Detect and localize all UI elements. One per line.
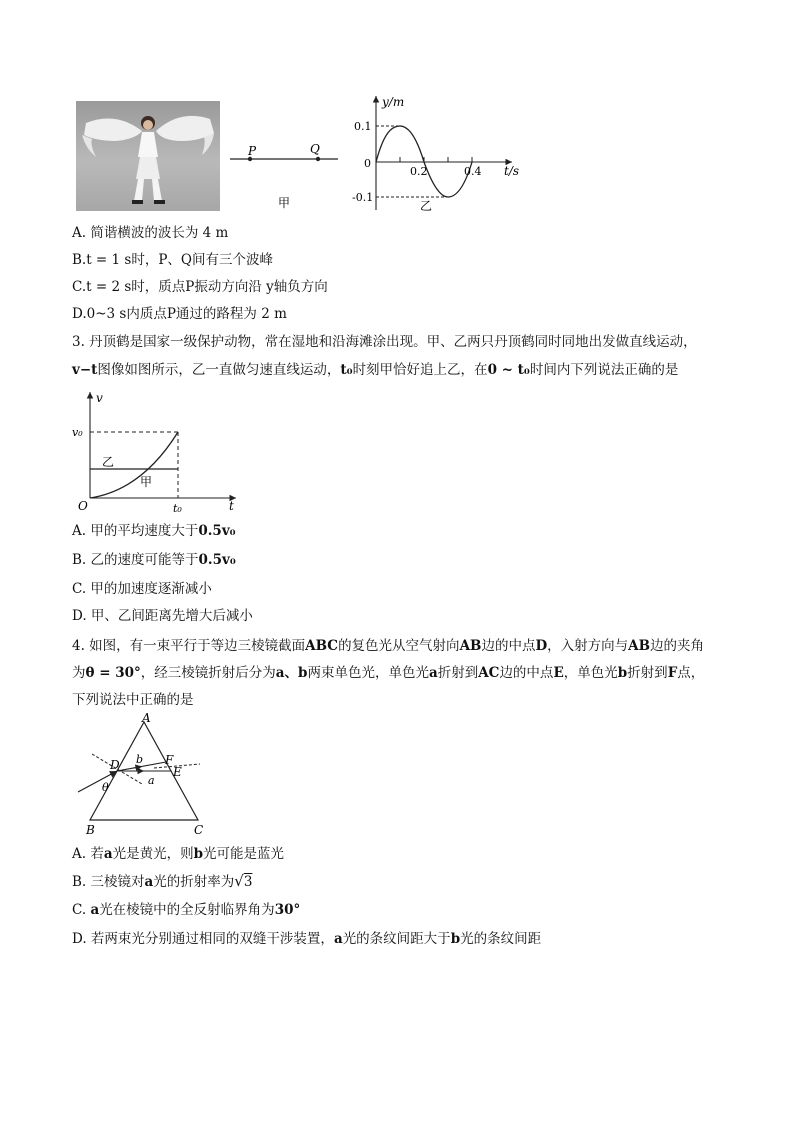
q3-stem-line1: 3. 丹顶鹤是国家一级保护动物，常在湿地和沿海滩涂出现。甲、乙两只丹顶鹤同时同地出发做直线运动， [72, 334, 697, 350]
q4-option-a: A. 若a光是黄光，则b光可能是蓝光 [72, 846, 285, 862]
q2-option-d: D.0~3 s内质点P通过的路程为 2 m [72, 306, 287, 322]
point-e-label: E [173, 765, 182, 779]
vibration-graph [352, 92, 532, 217]
dancer-photo [76, 101, 220, 211]
point-q-label: Q [310, 142, 320, 156]
q4-option-d: D. 若两束光分别通过相同的双缝干涉装置，a光的条纹间距大于b光的条纹间距 [72, 931, 542, 947]
v0-label: v₀ [72, 426, 83, 439]
q2-option-b: B.t = 1 s时，P、Q间有三个波峰 [72, 252, 273, 268]
q3-option-a: A. 甲的平均速度大于0.5v₀ [72, 523, 236, 539]
point-d-label: D [110, 758, 120, 772]
q3-option-b: B. 乙的速度可能等于0.5v₀ [72, 552, 236, 568]
vertex-b-label: B [86, 823, 95, 837]
q3-option-d: D. 甲、乙间距离先增大后减小 [72, 608, 253, 624]
q3-stem-line2: v−t图像如图所示，乙一直做匀速直线运动，t₀时刻甲恰好追上乙，在0 ~ t₀时间内下列说法正确的是 [72, 362, 679, 378]
yi-label: 乙 [102, 455, 115, 469]
v-axis-label: v [96, 391, 103, 405]
point-p-label: P [248, 144, 257, 158]
y-axis-label: y/m [382, 95, 405, 109]
wave-pq-figure [226, 135, 346, 215]
origin-o-label: O [78, 499, 88, 513]
theta-label: θ [102, 781, 109, 794]
q4-stem-line3: 下列说法中正确的是 [72, 692, 194, 708]
q4-stem-line2: 为θ = 30°，经三棱镜折射后分为a、b两束单色光，单色光a折射到AC边的中点E，单色光b折射到F点， [72, 665, 705, 681]
jia-label: 甲 [140, 475, 153, 489]
q2-option-c: C.t = 2 s时，质点P振动方向沿 y轴负方向 [72, 279, 328, 295]
y-tick-top: 0.1 [354, 120, 372, 133]
x-tick-1: 0.2 [410, 165, 428, 178]
t-axis-label: t/s [504, 164, 520, 178]
origin-label: 0 [364, 157, 371, 170]
q2-option-a: A. 简谐横波的波长为 4 m [72, 225, 229, 241]
q4-option-b: B. 三棱镜对a光的折射率为√3 [72, 872, 253, 890]
t-label: t [229, 499, 234, 513]
vertex-c-label: C [194, 823, 204, 837]
x-tick-2: 0.4 [464, 165, 482, 178]
fig-jia-label: 甲 [278, 196, 291, 210]
prism-figure [72, 712, 212, 838]
vertex-a-label: A [142, 712, 151, 725]
fig-yi-label: 乙 [420, 199, 433, 213]
y-tick-bottom: -0.1 [352, 191, 374, 204]
q4-option-c: C. a光在棱镜中的全反射临界角为30° [72, 902, 301, 918]
q4-stem-line1: 4. 如图，有一束平行于等边三棱镜截面ABC的复色光从空气射向AB边的中点D，入射方向与AB边的夹角 [72, 638, 705, 654]
t0-label: t₀ [173, 502, 182, 514]
ray-b-label: b [136, 753, 144, 766]
q3-option-c: C. 甲的加速度逐渐减小 [72, 581, 212, 597]
vt-graph [72, 386, 244, 514]
ray-a-label: a [148, 774, 155, 787]
point-f-label: F [165, 753, 174, 767]
